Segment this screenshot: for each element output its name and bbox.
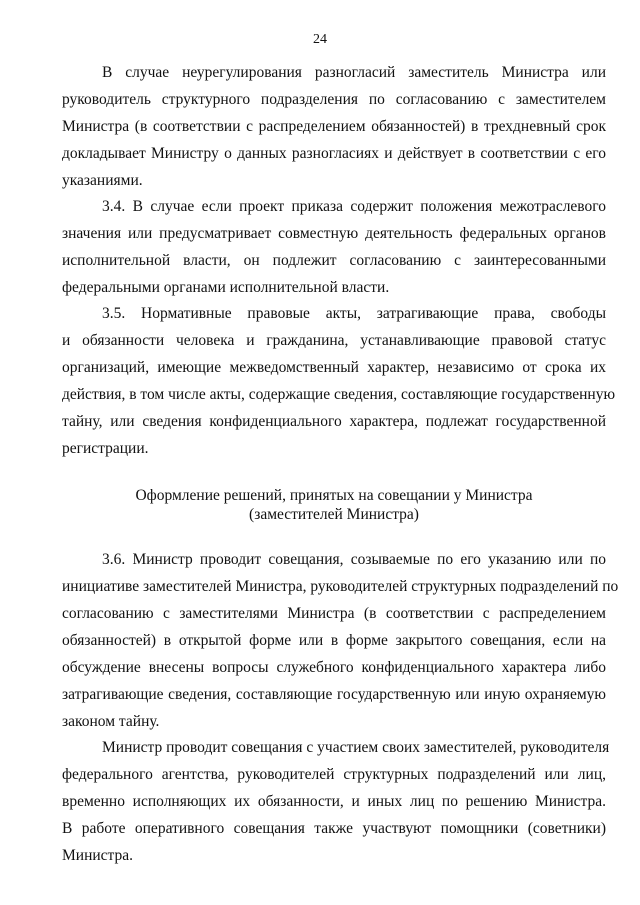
paragraph-1-line-5: указаниями. [62, 172, 143, 189]
paragraph-3-line-3: организаций, имеющие межведомственный характер, независимо от срока их [62, 359, 606, 376]
paragraph-4-line-3: согласованию с заместителями Министра (в соответствии с распределением [62, 605, 606, 622]
section-heading-line-2: (заместителей Министра) [249, 506, 419, 523]
paragraph-5-line-5: Министра. [62, 847, 134, 864]
paragraph-3-line-2: и обязанности человека и гражданина, устанавливающие правовой статус [62, 332, 606, 349]
paragraph-1-line-1: В случае неурегулирования разногласий заместитель Министра или [102, 64, 606, 81]
paragraph-4-line-4: обязанностей) в открытой форме или в форме закрытого совещания, если на [62, 632, 606, 649]
paragraph-3-line-1: 3.5. Нормативные правовые акты, затрагивающие права, свободы [102, 305, 606, 322]
paragraph-4-line-2: инициативе заместителей Министра, руководителей структурных подразделений по [62, 578, 619, 595]
paragraph-5-line-2: федерального агентства, руководителей структурных подразделений или лиц, [62, 766, 606, 783]
paragraph-3-line-6: регистрации. [62, 440, 149, 457]
paragraph-2-line-3: исполнительной власти, он подлежит согласованию с заинтересованными [62, 252, 606, 269]
paragraph-4-line-7: законом тайну. [62, 713, 160, 730]
page-number: 24 [313, 32, 327, 47]
paragraph-5-line-4: В работе оперативного совещания также участвуют помощники (советники) [62, 820, 606, 837]
paragraph-5-line-1: Министр проводит совещания с участием своих заместителей, руководителя [102, 739, 610, 756]
paragraph-1-line-4: докладывает Министру о данных разногласиях и действует в соответствии с его [62, 145, 606, 162]
paragraph-2-line-1: 3.4. В случае если проект приказа содержит положения межотраслевого [102, 198, 606, 215]
paragraph-4-line-5: обсуждение внесены вопросы служебного конфиденциального характера либо [62, 659, 606, 676]
paragraph-2-line-2: значения или предусматривает совместную деятельность федеральных органов [62, 225, 606, 242]
paragraph-4-line-6: затрагивающие сведения, составляющие государственную или иную охраняемую [62, 686, 606, 703]
paragraph-1-line-3: Министра (в соответствии с распределением обязанностей) в трехдневный срок [62, 118, 606, 135]
paragraph-3-line-5: тайну, или сведения конфиденциального характера, подлежат государственной [62, 413, 606, 430]
paragraph-1-line-2: руководитель структурного подразделения по согласованию с заместителем [62, 91, 606, 108]
paragraph-5-line-3: временно исполняющих их обязанности, и иных лиц по решению Министра. [62, 793, 606, 810]
paragraph-2-line-4: федеральными органами исполнительной власти. [62, 279, 390, 296]
paragraph-4-line-1: 3.6. Министр проводит совещания, созываемые по его указанию или по [102, 551, 606, 568]
section-heading-line-1: Оформление решений, принятых на совещании у Министра [135, 487, 533, 504]
paragraph-3-line-4: действия, в том числе акты, содержащие сведения, составляющие государственную [62, 386, 616, 403]
